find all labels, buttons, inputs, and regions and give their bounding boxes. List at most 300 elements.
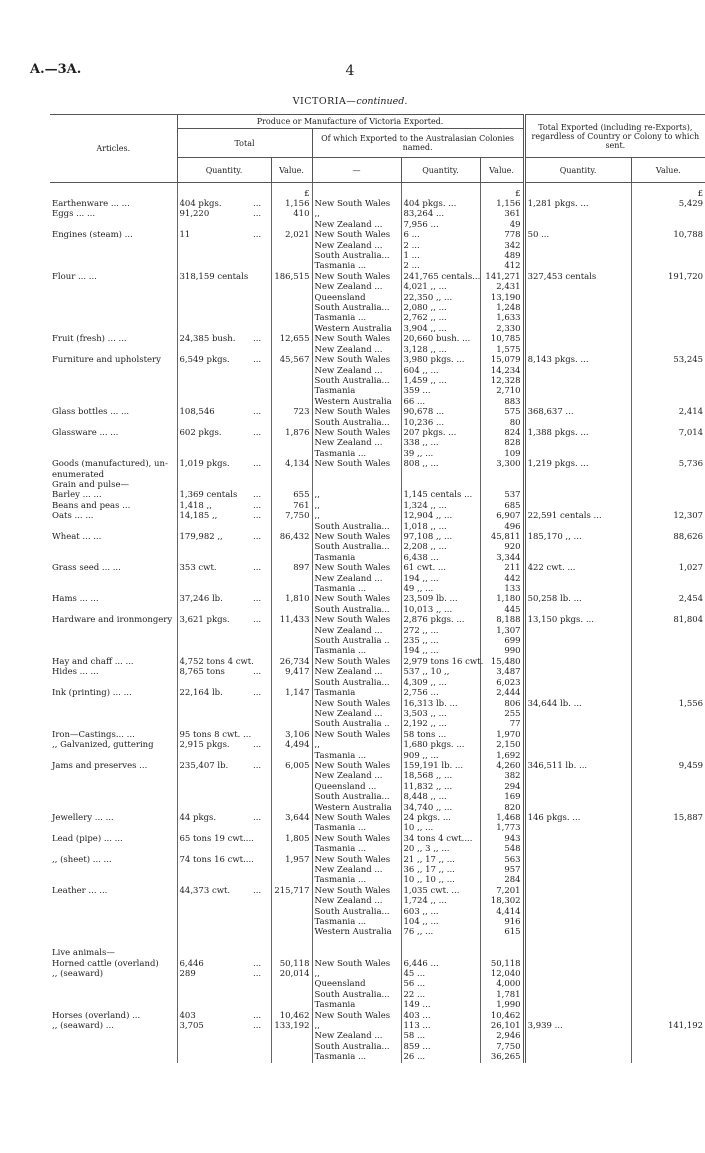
colony-quantity-cell: 859 ... — [401, 1042, 480, 1052]
grand-quantity-cell — [524, 823, 631, 833]
total-ellipsis-cell — [251, 324, 271, 334]
colony-value-cell: 1,781 — [480, 990, 524, 1000]
total-ellipsis-cell — [251, 584, 271, 594]
total-value-cell — [271, 823, 312, 833]
article-cell — [50, 553, 177, 563]
colony-name-cell: Tasmania ... — [312, 449, 401, 459]
grand-quantity-cell — [524, 438, 631, 448]
colony-name-cell: New South Wales — [312, 459, 401, 469]
article-cell: Glass bottles ... ... — [52, 407, 130, 418]
colony-dash-header: — — [312, 158, 401, 183]
total-value-cell — [271, 313, 312, 323]
table-row — [50, 688, 705, 698]
colony-value-cell: 883 — [480, 397, 524, 407]
total-value-cell: 6,005 — [271, 761, 312, 771]
total-ellipsis-cell — [251, 261, 271, 271]
total-value-cell — [271, 261, 312, 271]
colony-quantity-cell: 1,459 ,, ... — [401, 376, 480, 386]
grand-quantity-cell — [524, 241, 631, 251]
total-ellipsis-cell — [251, 990, 271, 1000]
colony-value-cell: 12,328 — [480, 376, 524, 386]
article-cell — [50, 313, 177, 323]
grand-quantity-cell: 50 ... — [524, 230, 631, 240]
table-row — [50, 209, 705, 219]
grand-value-cell — [631, 657, 705, 667]
colony-value-cell: 445 — [480, 605, 524, 615]
grand-quantity-cell — [524, 324, 631, 334]
grand-quantity-cell — [524, 397, 631, 407]
article-cell: Jams and preserves ... — [52, 760, 148, 771]
table-row — [50, 272, 705, 282]
colony-quantity-cell: 2,080 ,, ... — [401, 303, 480, 313]
table-row — [50, 636, 705, 646]
total-quantity-cell — [177, 1000, 251, 1010]
colony-name-cell: Tasmania ... — [312, 584, 401, 594]
colony-value-cell: 3,300 — [480, 459, 524, 469]
total-quantity-cell — [177, 771, 251, 781]
colony-name-cell — [312, 948, 401, 958]
colony-value-cell: 6,907 — [480, 511, 524, 521]
table-row — [50, 699, 705, 709]
grand-value-cell: 141,192 — [631, 1021, 705, 1031]
colony-quantity-cell: 26 ... — [401, 1052, 480, 1062]
colony-value-cell: 1,575 — [480, 345, 524, 355]
table-row — [50, 1011, 705, 1021]
table-row — [50, 522, 705, 532]
total-ellipsis-cell: ... — [253, 355, 262, 366]
table-row — [50, 740, 705, 750]
grand-quantity-cell — [524, 948, 631, 958]
colony-name-cell: New Zealand ... — [312, 865, 401, 875]
colony-value-cell: 294 — [480, 782, 524, 792]
colony-name-cell: ,, — [312, 209, 401, 219]
table-row — [50, 563, 705, 573]
grand-quantity-cell — [524, 282, 631, 292]
colony-value-cell: 1,307 — [480, 626, 524, 636]
total-ellipsis-cell: ... — [253, 230, 262, 241]
colony-name-cell: New Zealand ... — [312, 709, 401, 719]
colony-quantity-cell: 2,979 tons 16 cwt. — [401, 657, 480, 667]
colony-name-cell: Tasmania ... — [312, 844, 401, 854]
article-cell: Eggs ... ... — [52, 209, 96, 220]
page-number: 4 — [345, 63, 355, 79]
colony-quantity-cell: 6,446 ... — [401, 959, 480, 969]
total-ellipsis-cell: ... — [253, 209, 262, 220]
colony-value-cell — [480, 480, 524, 490]
total-ellipsis-cell — [251, 397, 271, 407]
total-quantity-cell: 91,220 — [177, 209, 251, 219]
colony-quantity-cell: 909 ,, ... — [401, 751, 480, 761]
grand-quantity-cell — [524, 418, 631, 428]
article-cell — [50, 418, 177, 428]
total-value-cell — [271, 553, 312, 563]
total-value-cell: 761 — [271, 501, 312, 511]
grand-quantity-cell: 146 pkgs. ... — [524, 813, 631, 823]
total-quantity-cell — [177, 293, 251, 303]
total-quantity-cell — [177, 574, 251, 584]
colony-name-cell: New South Wales — [312, 532, 401, 542]
table-row — [50, 896, 705, 906]
colony-quantity-cell — [401, 948, 480, 958]
total-quantity-cell — [177, 907, 251, 917]
grand-value-cell — [631, 688, 705, 698]
colony-quantity-cell: 808 ,, ... — [401, 459, 480, 469]
colony-value-cell: 537 — [480, 490, 524, 500]
table-row — [50, 199, 705, 209]
grand-value-cell — [631, 480, 705, 490]
total-ellipsis-cell — [251, 376, 271, 386]
total-value-cell: 3,644 — [271, 813, 312, 823]
article-cell — [50, 938, 177, 948]
total-value-cell: 45,567 — [271, 355, 312, 365]
table-row — [50, 917, 705, 927]
article-cell — [50, 1042, 177, 1052]
total-quantity-cell — [177, 803, 251, 813]
total-value-cell — [271, 605, 312, 615]
colony-quantity-cell: 21 ,, 17 ,, ... — [401, 855, 480, 865]
grand-value-cell — [631, 678, 705, 688]
total-ellipsis-cell — [251, 470, 271, 480]
grand-quantity-cell — [524, 209, 631, 219]
total-value-cell: 20,014 — [271, 969, 312, 979]
total-value-cell — [271, 345, 312, 355]
grand-value-cell — [631, 470, 705, 480]
grand-value-cell — [631, 1011, 705, 1021]
colony-name-cell: New South Wales — [312, 1011, 401, 1021]
colony-value-cell: 4,260 — [480, 761, 524, 771]
colony-quantity-cell: 1,324 ,, ... — [401, 501, 480, 511]
grand-quantity-cell: 1,219 pkgs. ... — [524, 459, 631, 469]
colony-name-cell: ,, — [312, 969, 401, 979]
table-row — [50, 345, 705, 355]
table-row — [50, 407, 705, 417]
total-quantity-cell — [177, 605, 251, 615]
article-cell — [50, 678, 177, 688]
grand-quantity-cell — [524, 678, 631, 688]
colony-value-cell: 211 — [480, 563, 524, 573]
grand-value-cell — [631, 823, 705, 833]
total-value-cell — [271, 699, 312, 709]
total-value-cell — [271, 782, 312, 792]
colony-value-cell: 1,990 — [480, 1000, 524, 1010]
colony-value-cell: 50,118 — [480, 959, 524, 969]
colony-quantity-cell: 97,108 ,, ... — [401, 532, 480, 542]
total-value-cell — [271, 678, 312, 688]
table-row — [50, 511, 705, 521]
colony-quantity-cell: 159,191 lb. ... — [401, 761, 480, 771]
grand-value-cell — [631, 376, 705, 386]
colony-quantity-cell: 3,503 ,, ... — [401, 709, 480, 719]
table-row — [50, 293, 705, 303]
colony-name-cell: Queensland ... — [312, 782, 401, 792]
total-quantity-cell: 1,418 ,, — [177, 501, 251, 511]
colony-quantity-cell: 12,904 ,, ... — [401, 511, 480, 521]
total-value-cell — [271, 771, 312, 781]
colony-quantity-cell: 1,680 pkgs. ... — [401, 740, 480, 750]
table-row — [50, 397, 705, 407]
colony-name-cell: Queensland — [312, 979, 401, 989]
article-cell — [50, 751, 177, 761]
grand-value-cell: 2,414 — [631, 407, 705, 417]
colony-name-cell: South Australia... — [312, 376, 401, 386]
total-ellipsis-cell — [251, 751, 271, 761]
colony-quantity-cell: 1,724 ,, ... — [401, 896, 480, 906]
total-value-header: Value. — [271, 158, 312, 183]
total-quantity-cell — [177, 792, 251, 802]
colony-value-cell — [480, 948, 524, 958]
total-ellipsis-cell — [251, 719, 271, 729]
total-ellipsis-cell — [251, 699, 271, 709]
colony-value-cell: 990 — [480, 646, 524, 656]
total-value-cell: 10,462 — [271, 1011, 312, 1021]
grand-value-cell: 1,556 — [631, 699, 705, 709]
page-title — [0, 96, 700, 107]
grand-value-cell — [631, 501, 705, 511]
article-cell — [50, 771, 177, 781]
total-quantity-header: Quantity. — [177, 158, 271, 183]
table-row — [50, 678, 705, 688]
grand-value-cell — [631, 1042, 705, 1052]
colony-quantity-cell: 10 ,, 10 ,, ... — [401, 875, 480, 885]
total-ellipsis-cell — [251, 948, 271, 958]
article-cell — [50, 865, 177, 875]
article-cell: Hay and chaff ... ... — [52, 656, 134, 667]
exports-table — [50, 114, 705, 1063]
table-row — [50, 782, 705, 792]
grand-value-cell — [631, 209, 705, 219]
total-ellipsis-cell — [251, 865, 271, 875]
grand-quantity-cell — [524, 553, 631, 563]
total-value-cell: 186,515 — [271, 272, 312, 282]
grand-quantity-cell — [524, 990, 631, 1000]
colony-quantity-cell: 404 pkgs. ... — [401, 199, 480, 209]
total-value-cell: 12,655 — [271, 334, 312, 344]
grand-value-cell — [631, 386, 705, 396]
article-cell — [50, 303, 177, 313]
article-cell — [50, 449, 177, 459]
total-quantity-cell — [177, 376, 251, 386]
table-row — [50, 730, 705, 740]
article-cell — [50, 251, 177, 261]
grand-quantity-cell — [524, 522, 631, 532]
grand-value-cell: 12,307 — [631, 511, 705, 521]
total-value-cell: 215,717 — [271, 886, 312, 896]
grand-value-cell: 10,788 — [631, 230, 705, 240]
grand-quantity-cell: 1,281 pkgs. ... — [524, 199, 631, 209]
total-value-cell — [271, 1042, 312, 1052]
total-quantity-cell: 95 tons 8 cwt. ... — [177, 730, 251, 740]
colony-name-cell: New Zealand ... — [312, 345, 401, 355]
colony-value-cell: 920 — [480, 542, 524, 552]
grand-value-cell — [631, 667, 705, 677]
table-row — [50, 719, 705, 729]
colony-name-cell: New South Wales — [312, 230, 401, 240]
total-ellipsis-cell — [251, 449, 271, 459]
grand-value-cell — [631, 542, 705, 552]
grand-quantity-cell: 1,388 pkgs. ... — [524, 428, 631, 438]
table-row — [50, 875, 705, 885]
total-quantity-cell — [177, 1042, 251, 1052]
table-row — [50, 803, 705, 813]
grand-quantity-cell — [524, 605, 631, 615]
article-cell: Furniture and upholstery — [52, 355, 161, 366]
table-row — [50, 313, 705, 323]
grand-value-cell — [631, 740, 705, 750]
colony-value-cell: 8,188 — [480, 615, 524, 625]
colony-name-cell: Tasmania ... — [312, 917, 401, 927]
grand-quantity-cell — [524, 771, 631, 781]
total-ellipsis-cell — [251, 480, 271, 490]
units-row — [50, 183, 705, 200]
colony-value-cell: 10,462 — [480, 1011, 524, 1021]
grand-quantity-cell — [524, 1011, 631, 1021]
article-cell: Hams ... ... — [52, 594, 99, 605]
total-value-cell: 1,957 — [271, 855, 312, 865]
grand-value-cell: 9,459 — [631, 761, 705, 771]
colony-quantity-cell: 149 ... — [401, 1000, 480, 1010]
total-ellipsis-cell — [251, 313, 271, 323]
table-row — [50, 657, 705, 667]
article-cell: Live animals— — [52, 948, 115, 959]
total-ellipsis-cell — [251, 979, 271, 989]
table-row — [50, 501, 705, 511]
colony-value-cell: 255 — [480, 709, 524, 719]
article-cell: Jewellery ... ... — [52, 812, 114, 823]
grand-value-cell — [631, 366, 705, 376]
colony-name-cell: New South Wales — [312, 334, 401, 344]
article-cell — [50, 803, 177, 813]
grand-value-cell — [631, 418, 705, 428]
total-quantity-cell — [177, 282, 251, 292]
table-row — [50, 990, 705, 1000]
colony-name-cell: New Zealand ... — [312, 438, 401, 448]
article-cell: Beans and peas ... — [52, 500, 131, 511]
colony-quantity-cell: 58 tons ... — [401, 730, 480, 740]
total-ellipsis-cell — [251, 1052, 271, 1062]
colony-quantity-cell: 7,956 ... — [401, 220, 480, 230]
total-value-cell — [271, 896, 312, 906]
table-row — [50, 979, 705, 989]
colony-name-cell: ,, — [312, 511, 401, 521]
article-cell — [50, 345, 177, 355]
total-value-cell: 11,433 — [271, 615, 312, 625]
table-row — [50, 376, 705, 386]
total-value-cell — [271, 875, 312, 885]
total-quantity-cell: 353 cwt. — [177, 563, 251, 573]
colony-name-cell: New Zealand ... — [312, 626, 401, 636]
colony-value-cell: 548 — [480, 844, 524, 854]
article-cell — [50, 542, 177, 552]
total-value-cell — [271, 709, 312, 719]
total-ellipsis-cell: ... — [253, 199, 262, 209]
total-ellipsis-cell: ... — [253, 407, 262, 418]
grand-value-cell — [631, 771, 705, 781]
colony-value-cell: 442 — [480, 574, 524, 584]
total-value-cell: 4,134 — [271, 459, 312, 469]
grand-quantity-cell — [524, 303, 631, 313]
total-quantity-cell — [177, 1031, 251, 1041]
colony-name-cell: South Australia... — [312, 251, 401, 261]
colony-quantity-cell: 36 ,, 17 ,, ... — [401, 865, 480, 875]
grand-value-cell — [631, 553, 705, 563]
total-quantity-cell — [177, 990, 251, 1000]
article-cell: Barley ... ... — [52, 490, 102, 501]
total-value-cell: 7,750 — [271, 511, 312, 521]
grand-value-cell — [631, 646, 705, 656]
total-ellipsis-cell — [251, 418, 271, 428]
total-value-cell: 86,432 — [271, 532, 312, 542]
total-value-cell — [271, 636, 312, 646]
total-value-cell — [271, 1000, 312, 1010]
total-value-cell — [271, 324, 312, 334]
grand-value-cell: 191,720 — [631, 272, 705, 282]
grand-value-cell — [631, 886, 705, 896]
colony-name-cell: South Australia... — [312, 605, 401, 615]
article-cell — [50, 1031, 177, 1041]
total-quantity-cell: 11 — [177, 230, 251, 240]
table-row — [50, 241, 705, 251]
grand-value-cell — [631, 938, 705, 948]
total-ellipsis-cell — [251, 282, 271, 292]
grand-value-cell — [631, 709, 705, 719]
grand-value-cell — [631, 979, 705, 989]
total-value-cell: 1,156 — [271, 199, 312, 209]
grand-value-cell — [631, 574, 705, 584]
grand-value-cell: 5,429 — [631, 199, 705, 209]
colony-quantity-cell: 1,035 cwt. ... — [401, 886, 480, 896]
colony-value-cell: 18,302 — [480, 896, 524, 906]
grand-quantity-cell — [524, 969, 631, 979]
grand-value-cell: 5,736 — [631, 459, 705, 469]
grand-value-cell — [631, 792, 705, 802]
total-quantity-cell: 403 — [177, 1011, 251, 1021]
grand-quantity-cell — [524, 386, 631, 396]
colony-name-cell: New Zealand ... — [312, 771, 401, 781]
grand-quantity-cell: 50,258 lb. ... — [524, 594, 631, 604]
total-quantity-cell: 1,019 pkgs. — [177, 459, 251, 469]
total-ellipsis-cell — [251, 293, 271, 303]
total-quantity-cell — [177, 397, 251, 407]
table-row — [50, 490, 705, 500]
grand-quantity-cell — [524, 875, 631, 885]
total-value-cell: 4,494 — [271, 740, 312, 750]
colony-value-cell: 1,633 — [480, 313, 524, 323]
grand-quantity-cell — [524, 855, 631, 865]
colony-value-cell: 1,773 — [480, 823, 524, 833]
article-cell: Fruit (fresh) ... ... — [52, 334, 127, 345]
total-ellipsis-cell — [251, 605, 271, 615]
grand-quantity-cell — [524, 501, 631, 511]
colony-name-cell: South Australia... — [312, 990, 401, 1000]
grand-value-cell — [631, 1031, 705, 1041]
grand-value-cell — [631, 345, 705, 355]
table-row — [50, 542, 705, 552]
grand-quantity-cell — [524, 1052, 631, 1062]
colony-value-cell: 1,248 — [480, 303, 524, 313]
grand-value-cell — [631, 584, 705, 594]
total-ellipsis-cell — [251, 730, 271, 740]
total-quantity-cell — [177, 241, 251, 251]
colony-quantity-cell: 58 ... — [401, 1031, 480, 1041]
total-value-cell — [271, 990, 312, 1000]
total-value-cell: 410 — [271, 209, 312, 219]
grand-quantity-cell — [524, 834, 631, 844]
colony-quantity-cell: 235 ,, ... — [401, 636, 480, 646]
total-ellipsis-cell: ... — [253, 563, 262, 574]
colony-value-cell: 7,201 — [480, 886, 524, 896]
total-ellipsis-cell — [251, 917, 271, 927]
grand-value-cell — [631, 948, 705, 958]
